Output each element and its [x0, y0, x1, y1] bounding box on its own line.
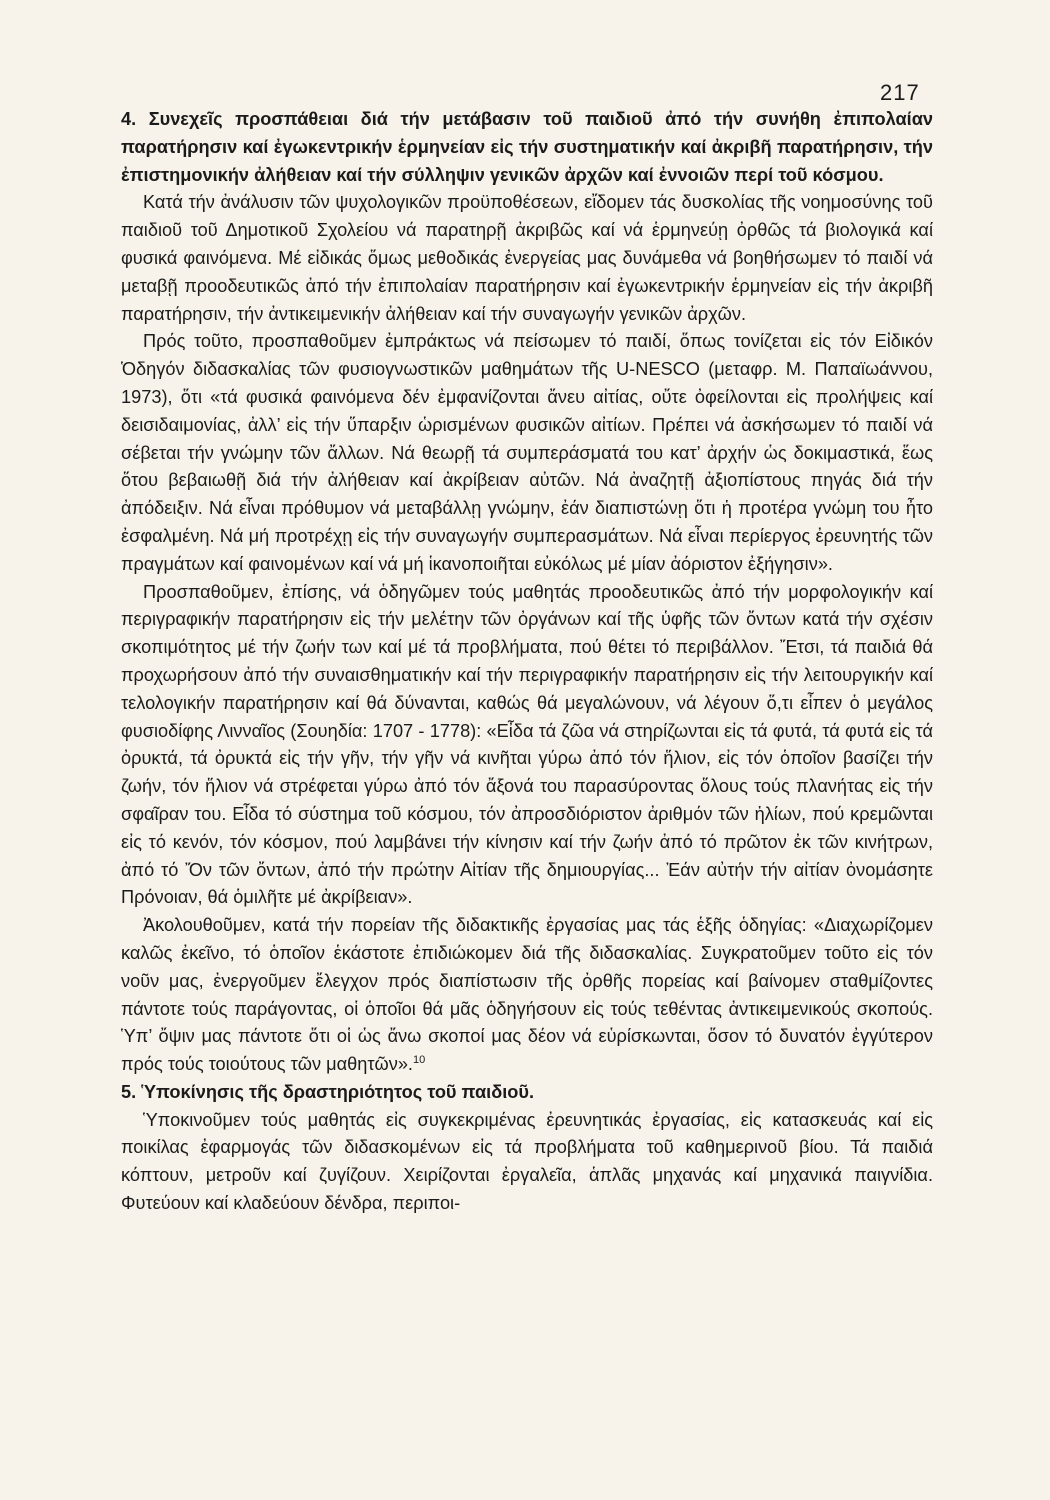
page-number: 217 — [880, 80, 920, 105]
section-4-paragraph-2: Πρός τοῦτο, προσπαθοῦμεν ἐμπράκτως νά πείσωμεν τό παιδί, ὅπως τονίζεται εἰς τόν Εἰδικόν Ὁδηγόν διδασκαλίας τῶν φυσιογνωστικῶν μαθημάτων τῆς U-NESCO (μεταφρ. Μ. Παπαϊωάννου, 1973), ὅτι «τά φυσικά φαινόμενα δέν ἐμφανίζονται ἄνευ αἰτίας, οὔτε ὀφείλονται εἰς προλήψεις καί δεισιδαιμονίας, ἀλλ’ εἰς τήν ὕπαρξιν ὡρισμένων φυσικῶν αἰτίων. Πρέπει νά ἀσκήσωμεν τό παιδί νά σέβεται τήν γνώμην τῶν ἄλλων. Νά θεωρῇ τά συμπεράσματά του κατ’ ἀρχήν ὡς δοκιμαστικά, ἕως ὅτου βεβαιωθῇ διά τήν ἀλήθειαν καί ἀκρίβειαν αὐτῶν. Νά ἀναζητῇ ἀξιοπίστους πηγάς διά τήν ἀπόδειξιν. Νά εἶναι πρόθυμον νά μεταβάλλῃ γνώμην, ἐάν διαπιστώνῃ ὅτι ἡ προτέρα γνώμη του ἦτο ἐσφαλμένη. Νά μή προτρέχῃ εἰς τήν συναγωγήν συμπερασμάτων. Νά εἶναι περίεργος ἐρευνητής τῶν πραγμάτων καί φαινομένων καί νά μή ἱκανοποιῆται εὐκόλως μέ μίαν ἀόριστον ἐξήγησιν». — [121, 331, 933, 574]
section-4-paragraph-1: Κατά τήν ἀνάλυσιν τῶν ψυχολογικῶν προϋποθέσεων, εἴδομεν τάς δυσκολίας τῆς νοημοσύνης τοῦ παιδιοῦ τοῦ Δημοτικοῦ Σχολείου νά παρατηρῇ ἀκριβῶς καί νά ἑρμηνεύῃ ὀρθῶς τά βιολογικά καί φυσικά φαινόμενα. Μέ εἰδικάς ὅμως μεθοδικάς ἐνεργείας μας δυνάμεθα νά βοηθήσωμεν τό παιδί νά μεταβῇ προοδευτικῶς ἀπό τήν ἐπιπολαίαν παρατήρησιν καί ἐγωκεντρικήν ἑρμηνείαν εἰς τήν ἀκριβῆ παρατήρησιν, τήν ἀντικειμενικήν ἀλήθειαν καί τήν συναγωγήν γενικῶν ἀρχῶν. — [121, 192, 933, 324]
footnote-marker: 10 — [413, 1054, 426, 1067]
section-5-paragraph-1: Ὑποκινοῦμεν τούς μαθητάς εἰς συγκεκριμένας ἐρευνητικάς ἐργασίας, εἰς κατασκευάς καί εἰς ποικίλας ἐφαρμογάς τῶν διδασκομένων εἰς τά προβλήματα τοῦ καθημερινοῦ βίου. Τά παιδιά κόπτουν, μετροῦν καί ζυγίζουν. Χειρίζονται ἐργαλεῖα, ἁπλᾶς μηχανάς καί μηχανικά παιγνίδια. Φυτεύουν καί κλαδεύουν δένδρα, περιποι- — [121, 1109, 933, 1214]
section-4-heading: 4. Συνεχεῖς προσπάθειαι διά τήν μετάβασιν τοῦ παιδιοῦ ἀπό τήν συνήθη ἐπιπολαίαν παρατήρησιν καί ἐγωκεντρικήν ἑρμηνείαν εἰς τήν συστηματικήν καί ἀκριβῆ παρατήρησιν, τήν ἐπιστημονικήν ἀλήθειαν καί τήν σύλληψιν γενικῶν ἀρχῶν καί ἐννοιῶν περί τοῦ κόσμου. — [121, 109, 933, 185]
section-4-paragraph-4-text: Ἀκολουθοῦμεν, κατά τήν πορείαν τῆς διδακτικῆς ἐργασίας μας τάς ἑξῆς ὁδηγίας: «Διαχωρίζομεν καλῶς ἐκεῖνο, τό ὁποῖον ἑκάστοτε ἐπιδιώκομεν διά τῆς διδασκαλίας. Συγκρατοῦμεν τοῦτο εἰς τόν νοῦν μας, ἐνεργοῦμεν ἔλεγχον πρός διαπίστωσιν τῆς ὀρθῆς πορείας καί βαίνομεν σταθμίζοντες πάντοτε τούς παράγοντας, οἱ ὁποῖοι θά μᾶς ὁδηγήσουν εἰς τούς τεθέντας ἀντικειμενικούς σκοπούς. Ὑπ’ ὄψιν μας πάντοτε ὅτι οἱ ὡς ἄνω σκοποί μας δέον νά εὑρίσκωνται, ὅσον τό δυνατόν ἐγγύτερον πρός τούς τοιούτους τῶν μαθητῶν». — [121, 915, 933, 1075]
section-4-paragraph-3: Προσπαθοῦμεν, ἐπίσης, νά ὁδηγῶμεν τούς μαθητάς προοδευτικῶς ἀπό τήν μορφολογικήν καί περιγραφικήν παρατήρησιν εἰς τήν μελέτην τῶν ὀργάνων καί τῆς ὑφῆς τῶν ὄντων κατά τήν σχέσιν σκοπιμότητος μέ τήν ζωήν των καί μέ τά προβλήματα, πού θέτει τό περιβάλλον. Ἔτσι, τά παιδιά θά προχωρήσουν ἀπό τήν συναισθηματικήν καί τήν περιγραφικήν παρατήρησιν εἰς τήν λειτουργικήν καί τελολογικήν παρατήρησιν καί θά δύνανται, καθώς θά μεγαλώνουν, νά λέγουν ὅ,τι εἶπεν ὁ μεγάλος φυσιοδίφης Λινναῖος (Σουηδία: 1707 - 1778): «Εἶδα τά ζῶα νά στηρίζωνται εἰς τά φυτά, τά φυτά εἰς τά ὀρυκτά, τά ὀρυκτά εἰς τήν γῆν, τήν γῆν νά κινῆται γύρω ἀπό τόν ἥλιον, εἰς τόν ὁποῖον βασίζει τήν ζωήν, τόν ἥλιον νά στρέφεται γύρω ἀπό τόν ἄξονά του παρασύροντας ὅλους τούς πλανήτας εἰς τήν σφαῖραν του. Εἶδα τό σύστημα τοῦ κόσμου, τόν ἀπροσδιόριστον ἀριθμόν τῶν ἡλίων, πού κρεμῶνται εἰς τό κενόν, τόν κόσμον, πού λαμβάνει τήν κίνησιν καί τήν ζωήν ἀπό τό πρῶτον ἐκ τῶν κινήτρων, ἀπό τό Ὄν τῶν ὄντων, ἀπό τήν πρώτην Αἰτίαν τῆς δημιουργίας... Ἐάν αὐτήν τήν αἰτίαν ὀνομάσητε Πρόνοιαν, θά ὁμιλῆτε μέ ἀκρίβειαν». — [121, 581, 933, 908]
section-4-paragraph-4 — [121, 912, 933, 1079]
section-5-heading: 5. Ὑποκίνησις τῆς δραστηριότητος τοῦ παιδιοῦ. — [121, 1081, 535, 1102]
page-content — [121, 106, 933, 1218]
